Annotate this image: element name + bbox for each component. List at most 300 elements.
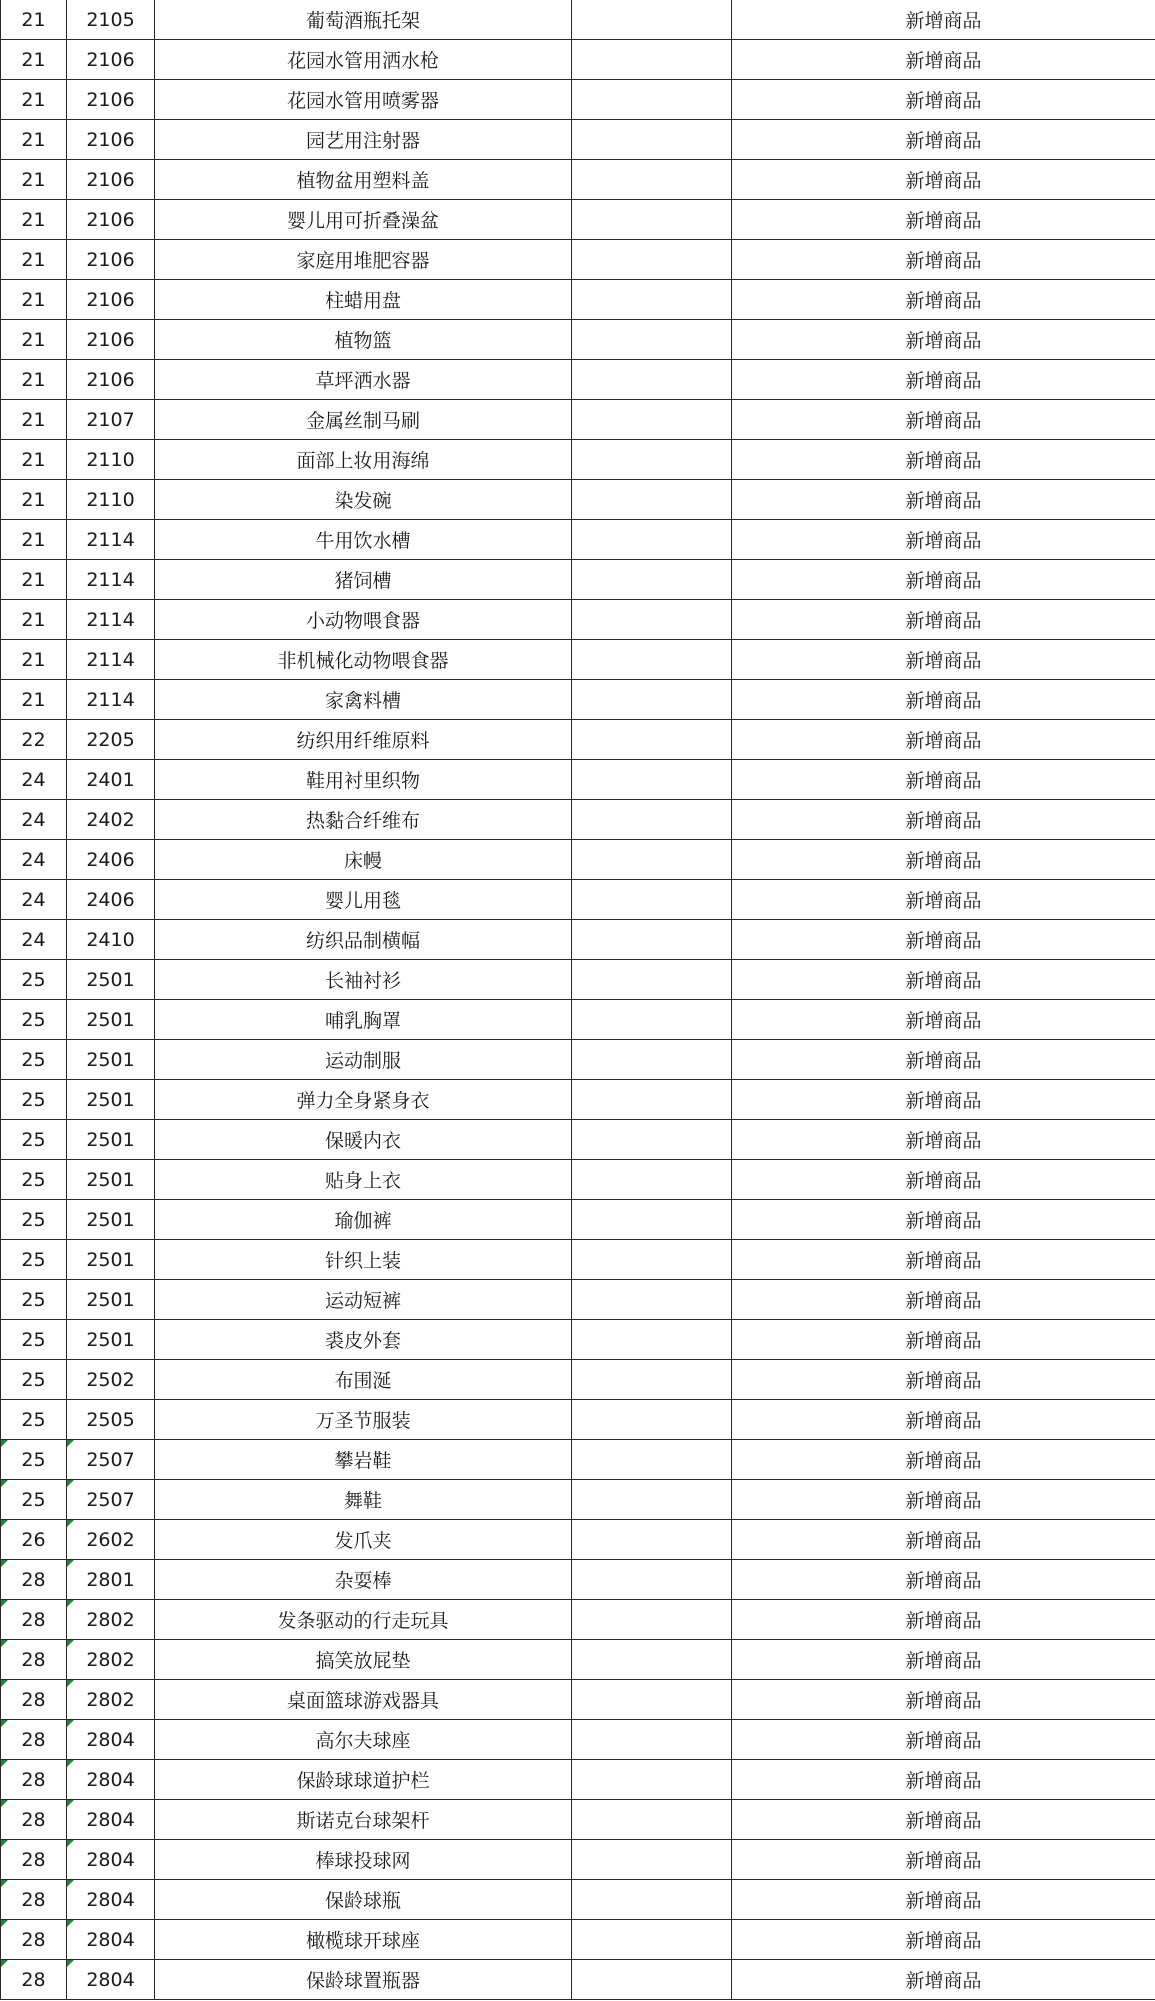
status-cell[interactable]: 新增商品 <box>732 1200 1155 1240</box>
subclass-number-cell[interactable]: 2602 <box>67 1520 155 1560</box>
table-row <box>1 1000 1155 1040</box>
goods-name-cell[interactable]: 棒球投球网 <box>155 1840 572 1880</box>
note-cell[interactable] <box>572 560 732 600</box>
table-row <box>1 1960 1155 2000</box>
goods-name-cell[interactable]: 保龄球瓶 <box>155 1880 572 1920</box>
table-row <box>1 1560 1155 1600</box>
status-cell[interactable]: 新增商品 <box>732 160 1155 200</box>
goods-name-cell[interactable]: 运动短裤 <box>155 1280 572 1320</box>
status-cell[interactable]: 新增商品 <box>732 1040 1155 1080</box>
subclass-number-cell[interactable]: 2802 <box>67 1640 155 1680</box>
goods-name-cell[interactable]: 弹力全身紧身衣 <box>155 1080 572 1120</box>
class-number-cell[interactable]: 21 <box>1 160 67 200</box>
goods-name-cell[interactable]: 杂耍棒 <box>155 1560 572 1600</box>
table-row <box>1 1920 1155 1960</box>
goods-name-cell[interactable]: 猪饲槽 <box>155 560 572 600</box>
class-number-cell[interactable]: 24 <box>1 800 67 840</box>
goods-name-cell[interactable]: 花园水管用喷雾器 <box>155 80 572 120</box>
subclass-number-cell[interactable]: 2106 <box>67 200 155 240</box>
goods-name-cell[interactable]: 家庭用堆肥容器 <box>155 240 572 280</box>
status-cell[interactable]: 新增商品 <box>732 880 1155 920</box>
note-cell[interactable] <box>572 760 732 800</box>
goods-name-cell[interactable]: 家禽料槽 <box>155 680 572 720</box>
subclass-number-cell[interactable]: 2114 <box>67 520 155 560</box>
status-cell[interactable]: 新增商品 <box>732 1760 1155 1800</box>
note-cell[interactable] <box>572 1360 732 1400</box>
note-cell[interactable] <box>572 1280 732 1320</box>
class-number-cell[interactable]: 21 <box>1 280 67 320</box>
note-cell[interactable] <box>572 520 732 560</box>
goods-name-cell[interactable]: 婴儿用毯 <box>155 880 572 920</box>
class-number-cell[interactable]: 25 <box>1 1400 67 1440</box>
subclass-number-cell[interactable]: 2106 <box>67 40 155 80</box>
table-row <box>1 1320 1155 1360</box>
status-cell[interactable]: 新增商品 <box>732 240 1155 280</box>
subclass-number-cell[interactable]: 2501 <box>67 1120 155 1160</box>
note-cell[interactable] <box>572 880 732 920</box>
class-number-cell[interactable]: 21 <box>1 240 67 280</box>
subclass-number-cell[interactable]: 2105 <box>67 0 155 40</box>
goods-name-cell[interactable]: 床幔 <box>155 840 572 880</box>
subclass-number-cell[interactable]: 2501 <box>67 1000 155 1040</box>
goods-name-cell[interactable]: 长袖衬衫 <box>155 960 572 1000</box>
class-number-cell[interactable]: 28 <box>1 1800 67 1840</box>
table-row <box>1 920 1155 960</box>
class-number-cell[interactable]: 25 <box>1 1080 67 1120</box>
table-row <box>1 560 1155 600</box>
class-number-cell[interactable]: 21 <box>1 360 67 400</box>
class-number-cell[interactable]: 28 <box>1 1880 67 1920</box>
table-row <box>1 1520 1155 1560</box>
goods-name-cell[interactable]: 花园水管用洒水枪 <box>155 40 572 80</box>
class-number-cell[interactable]: 28 <box>1 1760 67 1800</box>
class-number-cell[interactable]: 21 <box>1 400 67 440</box>
table-row <box>1 1880 1155 1920</box>
goods-name-cell[interactable]: 婴儿用可折叠澡盆 <box>155 200 572 240</box>
note-cell[interactable] <box>572 160 732 200</box>
class-number-cell[interactable]: 28 <box>1 1920 67 1960</box>
subclass-number-cell[interactable]: 2507 <box>67 1480 155 1520</box>
class-number-cell[interactable]: 25 <box>1 1160 67 1200</box>
status-cell[interactable]: 新增商品 <box>732 120 1155 160</box>
class-number-cell[interactable]: 28 <box>1 1600 67 1640</box>
goods-name-cell[interactable]: 柱蜡用盘 <box>155 280 572 320</box>
status-cell[interactable]: 新增商品 <box>732 560 1155 600</box>
table-row <box>1 1400 1155 1440</box>
goods-name-cell[interactable]: 草坪洒水器 <box>155 360 572 400</box>
goods-name-cell[interactable]: 纺织品制横幅 <box>155 920 572 960</box>
status-cell[interactable]: 新增商品 <box>732 1640 1155 1680</box>
note-cell[interactable] <box>572 1560 732 1600</box>
table-row <box>1 840 1155 880</box>
subclass-number-cell[interactable]: 2410 <box>67 920 155 960</box>
subclass-number-cell[interactable]: 2406 <box>67 840 155 880</box>
subclass-number-cell[interactable]: 2110 <box>67 440 155 480</box>
table-row <box>1 1760 1155 1800</box>
table-row <box>1 800 1155 840</box>
subclass-number-cell[interactable]: 2501 <box>67 1280 155 1320</box>
table-row <box>1 1800 1155 1840</box>
table-row <box>1 320 1155 360</box>
subclass-number-cell[interactable]: 2804 <box>67 1880 155 1920</box>
class-number-cell[interactable]: 21 <box>1 640 67 680</box>
status-cell[interactable]: 新增商品 <box>732 360 1155 400</box>
status-cell[interactable]: 新增商品 <box>732 1000 1155 1040</box>
class-number-cell[interactable]: 25 <box>1 1240 67 1280</box>
subclass-number-cell[interactable]: 2106 <box>67 240 155 280</box>
subclass-number-cell[interactable]: 2804 <box>67 1760 155 1800</box>
status-cell[interactable]: 新增商品 <box>732 200 1155 240</box>
class-number-cell[interactable]: 28 <box>1 1680 67 1720</box>
class-number-cell[interactable]: 28 <box>1 1560 67 1600</box>
note-cell[interactable] <box>572 440 732 480</box>
class-number-cell[interactable]: 24 <box>1 760 67 800</box>
status-cell[interactable]: 新增商品 <box>732 40 1155 80</box>
note-cell[interactable] <box>572 600 732 640</box>
table-row <box>1 120 1155 160</box>
table-row <box>1 600 1155 640</box>
note-cell[interactable] <box>572 680 732 720</box>
goods-name-cell[interactable]: 裘皮外套 <box>155 1320 572 1360</box>
subclass-number-cell[interactable]: 2507 <box>67 1440 155 1480</box>
subclass-number-cell[interactable]: 2501 <box>67 1080 155 1120</box>
class-number-cell[interactable]: 21 <box>1 680 67 720</box>
note-cell[interactable] <box>572 1800 732 1840</box>
class-number-cell[interactable]: 21 <box>1 480 67 520</box>
note-cell[interactable] <box>572 0 732 40</box>
class-number-cell[interactable]: 25 <box>1 1360 67 1400</box>
status-cell[interactable]: 新增商品 <box>732 1880 1155 1920</box>
table-row <box>1 720 1155 760</box>
status-cell[interactable]: 新增商品 <box>732 1320 1155 1360</box>
table-row <box>1 200 1155 240</box>
status-cell[interactable]: 新增商品 <box>732 800 1155 840</box>
note-cell[interactable] <box>572 120 732 160</box>
subclass-number-cell[interactable]: 2804 <box>67 1920 155 1960</box>
note-cell[interactable] <box>572 1480 732 1520</box>
class-number-cell[interactable]: 24 <box>1 840 67 880</box>
subclass-number-cell[interactable]: 2802 <box>67 1680 155 1720</box>
goods-name-cell[interactable]: 贴身上衣 <box>155 1160 572 1200</box>
goods-name-cell[interactable]: 运动制服 <box>155 1040 572 1080</box>
table-row <box>1 640 1155 680</box>
class-number-cell[interactable]: 22 <box>1 720 67 760</box>
class-number-cell[interactable]: 24 <box>1 920 67 960</box>
subclass-number-cell[interactable]: 2106 <box>67 120 155 160</box>
note-cell[interactable] <box>572 200 732 240</box>
goods-name-cell[interactable]: 植物篮 <box>155 320 572 360</box>
status-cell[interactable]: 新增商品 <box>732 520 1155 560</box>
table-row <box>1 40 1155 80</box>
goods-name-cell[interactable]: 非机械化动物喂食器 <box>155 640 572 680</box>
note-cell[interactable] <box>572 1440 732 1480</box>
note-cell[interactable] <box>572 840 732 880</box>
class-number-cell[interactable]: 21 <box>1 120 67 160</box>
subclass-number-cell[interactable]: 2106 <box>67 360 155 400</box>
table-row <box>1 1680 1155 1720</box>
goods-name-cell[interactable]: 橄榄球开球座 <box>155 1920 572 1960</box>
goods-name-cell[interactable]: 发爪夹 <box>155 1520 572 1560</box>
table-row <box>1 1840 1155 1880</box>
goods-name-cell[interactable]: 哺乳胸罩 <box>155 1000 572 1040</box>
class-number-cell[interactable]: 21 <box>1 560 67 600</box>
status-cell[interactable]: 新增商品 <box>732 760 1155 800</box>
class-number-cell[interactable]: 21 <box>1 200 67 240</box>
table-row <box>1 480 1155 520</box>
subclass-number-cell[interactable]: 2106 <box>67 280 155 320</box>
note-cell[interactable] <box>572 1600 732 1640</box>
class-number-cell[interactable]: 25 <box>1 1480 67 1520</box>
class-number-cell[interactable]: 28 <box>1 1960 67 2000</box>
table-row <box>1 400 1155 440</box>
subclass-number-cell[interactable]: 2804 <box>67 1840 155 1880</box>
status-cell[interactable]: 新增商品 <box>732 1520 1155 1560</box>
subclass-number-cell[interactable]: 2114 <box>67 560 155 600</box>
table-row <box>1 960 1155 1000</box>
subclass-number-cell[interactable]: 2502 <box>67 1360 155 1400</box>
status-cell[interactable]: 新增商品 <box>732 480 1155 520</box>
class-number-cell[interactable]: 25 <box>1 1040 67 1080</box>
note-cell[interactable] <box>572 720 732 760</box>
subclass-number-cell[interactable]: 2501 <box>67 1200 155 1240</box>
status-cell[interactable]: 新增商品 <box>732 1840 1155 1880</box>
subclass-number-cell[interactable]: 2205 <box>67 720 155 760</box>
subclass-number-cell[interactable]: 2406 <box>67 880 155 920</box>
table-row <box>1 1360 1155 1400</box>
table-row <box>1 0 1155 40</box>
status-cell[interactable]: 新增商品 <box>732 1360 1155 1400</box>
note-cell[interactable] <box>572 640 732 680</box>
note-cell[interactable] <box>572 1640 732 1680</box>
class-number-cell[interactable]: 28 <box>1 1640 67 1680</box>
goods-name-cell[interactable]: 高尔夫球座 <box>155 1720 572 1760</box>
table-row <box>1 360 1155 400</box>
note-cell[interactable] <box>572 1160 732 1200</box>
status-cell[interactable]: 新增商品 <box>732 1440 1155 1480</box>
note-cell[interactable] <box>572 480 732 520</box>
goods-name-cell[interactable]: 攀岩鞋 <box>155 1440 572 1480</box>
note-cell[interactable] <box>572 1320 732 1360</box>
goods-name-cell[interactable]: 染发碗 <box>155 480 572 520</box>
goods-table-body <box>1 0 1155 2000</box>
table-row <box>1 1280 1155 1320</box>
status-cell[interactable]: 新增商品 <box>732 1120 1155 1160</box>
subclass-number-cell[interactable]: 2106 <box>67 160 155 200</box>
goods-name-cell[interactable]: 热黏合纤维布 <box>155 800 572 840</box>
note-cell[interactable] <box>572 1040 732 1080</box>
class-number-cell[interactable]: 25 <box>1 1120 67 1160</box>
status-cell[interactable]: 新增商品 <box>732 680 1155 720</box>
table-row <box>1 1640 1155 1680</box>
subclass-number-cell[interactable]: 2802 <box>67 1600 155 1640</box>
table-row <box>1 1600 1155 1640</box>
note-cell[interactable] <box>572 240 732 280</box>
goods-name-cell[interactable]: 面部上妆用海绵 <box>155 440 572 480</box>
note-cell[interactable] <box>572 360 732 400</box>
table-row <box>1 440 1155 480</box>
goods-name-cell[interactable]: 保暖内衣 <box>155 1120 572 1160</box>
status-cell[interactable]: 新增商品 <box>732 960 1155 1000</box>
goods-name-cell[interactable]: 布围涎 <box>155 1360 572 1400</box>
subclass-number-cell[interactable]: 2804 <box>67 1720 155 1760</box>
subclass-number-cell[interactable]: 2106 <box>67 320 155 360</box>
subclass-number-cell[interactable]: 2401 <box>67 760 155 800</box>
class-number-cell[interactable]: 21 <box>1 320 67 360</box>
class-number-cell[interactable]: 25 <box>1 1000 67 1040</box>
subclass-number-cell[interactable]: 2804 <box>67 1960 155 2000</box>
table-row <box>1 80 1155 120</box>
class-number-cell[interactable]: 25 <box>1 1200 67 1240</box>
goods-name-cell[interactable]: 舞鞋 <box>155 1480 572 1520</box>
goods-name-cell[interactable]: 葡萄酒瓶托架 <box>155 0 572 40</box>
note-cell[interactable] <box>572 800 732 840</box>
note-cell[interactable] <box>572 1720 732 1760</box>
note-cell[interactable] <box>572 320 732 360</box>
subclass-number-cell[interactable]: 2501 <box>67 960 155 1000</box>
subclass-number-cell[interactable]: 2801 <box>67 1560 155 1600</box>
note-cell[interactable] <box>572 1920 732 1960</box>
subclass-number-cell[interactable]: 2110 <box>67 480 155 520</box>
goods-name-cell[interactable]: 发条驱动的行走玩具 <box>155 1600 572 1640</box>
class-number-cell[interactable]: 25 <box>1 1440 67 1480</box>
subclass-number-cell[interactable]: 2106 <box>67 80 155 120</box>
note-cell[interactable] <box>572 920 732 960</box>
status-cell[interactable]: 新增商品 <box>732 80 1155 120</box>
note-cell[interactable] <box>572 1240 732 1280</box>
subclass-number-cell[interactable]: 2505 <box>67 1400 155 1440</box>
table-row <box>1 1200 1155 1240</box>
note-cell[interactable] <box>572 1760 732 1800</box>
subclass-number-cell[interactable]: 2804 <box>67 1800 155 1840</box>
subclass-number-cell[interactable]: 2501 <box>67 1160 155 1200</box>
status-cell[interactable]: 新增商品 <box>732 1800 1155 1840</box>
note-cell[interactable] <box>572 1000 732 1040</box>
class-number-cell[interactable]: 26 <box>1 1520 67 1560</box>
note-cell[interactable] <box>572 1400 732 1440</box>
status-cell[interactable]: 新增商品 <box>732 280 1155 320</box>
table-row <box>1 240 1155 280</box>
class-number-cell[interactable]: 28 <box>1 1720 67 1760</box>
note-cell[interactable] <box>572 1080 732 1120</box>
goods-name-cell[interactable]: 万圣节服装 <box>155 1400 572 1440</box>
table-row <box>1 1080 1155 1120</box>
goods-name-cell[interactable]: 保龄球置瓶器 <box>155 1960 572 2000</box>
goods-name-cell[interactable]: 植物盆用塑料盖 <box>155 160 572 200</box>
class-number-cell[interactable]: 21 <box>1 0 67 40</box>
status-cell[interactable]: 新增商品 <box>732 1920 1155 1960</box>
status-cell[interactable]: 新增商品 <box>732 1280 1155 1320</box>
table-row <box>1 1240 1155 1280</box>
note-cell[interactable] <box>572 1840 732 1880</box>
status-cell[interactable]: 新增商品 <box>732 600 1155 640</box>
status-cell[interactable]: 新增商品 <box>732 1720 1155 1760</box>
status-cell[interactable]: 新增商品 <box>732 440 1155 480</box>
status-cell[interactable]: 新增商品 <box>732 320 1155 360</box>
table-row <box>1 1480 1155 1520</box>
goods-name-cell[interactable]: 斯诺克台球架杆 <box>155 1800 572 1840</box>
goods-name-cell[interactable]: 桌面篮球游戏器具 <box>155 1680 572 1720</box>
goods-name-cell[interactable]: 园艺用注射器 <box>155 120 572 160</box>
subclass-number-cell[interactable]: 2501 <box>67 1040 155 1080</box>
note-cell[interactable] <box>572 400 732 440</box>
table-row <box>1 760 1155 800</box>
class-number-cell[interactable]: 25 <box>1 1280 67 1320</box>
status-cell[interactable]: 新增商品 <box>732 1600 1155 1640</box>
class-number-cell[interactable]: 25 <box>1 960 67 1000</box>
note-cell[interactable] <box>572 80 732 120</box>
note-cell[interactable] <box>572 1960 732 2000</box>
class-number-cell[interactable]: 21 <box>1 520 67 560</box>
goods-name-cell[interactable]: 鞋用衬里织物 <box>155 760 572 800</box>
table-row <box>1 280 1155 320</box>
status-cell[interactable]: 新增商品 <box>732 1960 1155 2000</box>
subclass-number-cell[interactable]: 2114 <box>67 680 155 720</box>
status-cell[interactable]: 新增商品 <box>732 1400 1155 1440</box>
status-cell[interactable]: 新增商品 <box>732 720 1155 760</box>
status-cell[interactable]: 新增商品 <box>732 640 1155 680</box>
note-cell[interactable] <box>572 1680 732 1720</box>
note-cell[interactable] <box>572 960 732 1000</box>
status-cell[interactable]: 新增商品 <box>732 1680 1155 1720</box>
status-cell[interactable]: 新增商品 <box>732 1240 1155 1280</box>
status-cell[interactable]: 新增商品 <box>732 0 1155 40</box>
goods-name-cell[interactable]: 瑜伽裤 <box>155 1200 572 1240</box>
table-row <box>1 1120 1155 1160</box>
status-cell[interactable]: 新增商品 <box>732 840 1155 880</box>
table-row <box>1 160 1155 200</box>
note-cell[interactable] <box>572 1200 732 1240</box>
status-cell[interactable]: 新增商品 <box>732 1560 1155 1600</box>
class-number-cell[interactable]: 21 <box>1 40 67 80</box>
status-cell[interactable]: 新增商品 <box>732 1080 1155 1120</box>
goods-name-cell[interactable]: 搞笑放屁垫 <box>155 1640 572 1680</box>
subclass-number-cell[interactable]: 2402 <box>67 800 155 840</box>
note-cell[interactable] <box>572 1120 732 1160</box>
subclass-number-cell[interactable]: 2107 <box>67 400 155 440</box>
note-cell[interactable] <box>572 1520 732 1560</box>
subclass-number-cell[interactable]: 2501 <box>67 1240 155 1280</box>
goods-name-cell[interactable]: 金属丝制马刷 <box>155 400 572 440</box>
table-row <box>1 680 1155 720</box>
subclass-number-cell[interactable]: 2501 <box>67 1320 155 1360</box>
note-cell[interactable] <box>572 40 732 80</box>
class-number-cell[interactable]: 21 <box>1 440 67 480</box>
goods-name-cell[interactable]: 针织上装 <box>155 1240 572 1280</box>
subclass-number-cell[interactable]: 2114 <box>67 640 155 680</box>
status-cell[interactable]: 新增商品 <box>732 920 1155 960</box>
status-cell[interactable]: 新增商品 <box>732 1160 1155 1200</box>
subclass-number-cell[interactable]: 2114 <box>67 600 155 640</box>
class-number-cell[interactable]: 28 <box>1 1840 67 1880</box>
class-number-cell[interactable]: 21 <box>1 80 67 120</box>
note-cell[interactable] <box>572 280 732 320</box>
status-cell[interactable]: 新增商品 <box>732 400 1155 440</box>
goods-name-cell[interactable]: 牛用饮水槽 <box>155 520 572 560</box>
table-row <box>1 1160 1155 1200</box>
class-number-cell[interactable]: 24 <box>1 880 67 920</box>
class-number-cell[interactable]: 21 <box>1 600 67 640</box>
note-cell[interactable] <box>572 1880 732 1920</box>
goods-name-cell[interactable]: 纺织用纤维原料 <box>155 720 572 760</box>
table-row <box>1 880 1155 920</box>
table-row <box>1 1040 1155 1080</box>
table-row <box>1 520 1155 560</box>
goods-name-cell[interactable]: 保龄球球道护栏 <box>155 1760 572 1800</box>
class-number-cell[interactable]: 25 <box>1 1320 67 1360</box>
table-row <box>1 1440 1155 1480</box>
status-cell[interactable]: 新增商品 <box>732 1480 1155 1520</box>
goods-name-cell[interactable]: 小动物喂食器 <box>155 600 572 640</box>
